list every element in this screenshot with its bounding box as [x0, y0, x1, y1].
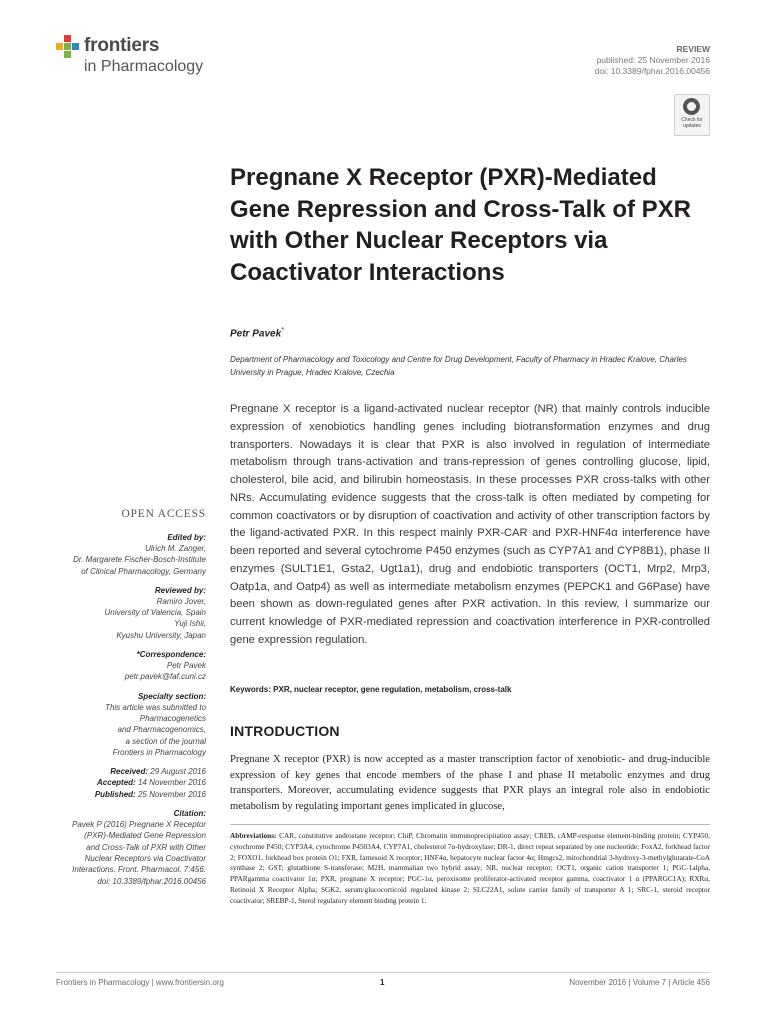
published-date: published: 25 November 2016 [596, 55, 710, 65]
badge-line-2: updates [683, 123, 701, 129]
specialty-heading: Specialty section: [137, 691, 206, 701]
badge-label [675, 117, 709, 129]
author-mark: * [281, 327, 284, 334]
article-type: REVIEW [676, 44, 710, 54]
reviewer-line: University of Valencia, Spain [104, 608, 206, 618]
reviewed-by-heading: Reviewed by: [154, 585, 206, 595]
abbreviations-label: Abbreviations: [230, 831, 277, 840]
brand-name: frontiers [84, 35, 160, 56]
page-number: 1 [380, 978, 385, 987]
journal-logo[interactable] [56, 33, 236, 83]
published-value: 25 November 2016 [137, 789, 206, 799]
citation-line: Nuclear Receptors via Coactivator [84, 853, 206, 863]
specialty-line: Frontiers in Pharmacology [112, 747, 206, 757]
reviewed-by-section [30, 585, 206, 641]
frontiers-logo-icon [56, 35, 82, 63]
author-text: Petr Pavek [230, 328, 282, 340]
specialty-line: a section of the journal [125, 736, 206, 746]
abstract: Pregnane X receptor is a ligand-activated nuclear receptor (NR) that mainly controls inducible expression of xenobiotics handling genes including biotransformation enzymes and drug transporters. Nowadays it is clear that PXR is also involved in regulation of intermediate metabolism through trans-activation and trans-repression of genes controlling glucose, lipid, cholesterol, bile acid, and bilirubin homeostasis. In these processes PXR cross-talks with other NRs. Accumulating evidence suggests that the cross-talk is often mediated by competing for common coactivators or by disruption of coactivation and activity of other transcription factors by the ligand-activated PXR. In this respect mainly PXR-CAR and PXR-HNF4α interference have been reported and several cytochrome P450 enzymes (such as CYP7A1 and CYP8B1), phase II enzymes (SULT1E1, Gsta2, Ugt1a1), drug and endobiotic transporters (OCT1, Mrp2, Mrp3, Oatp1a, and Oatp4) as well as intermediate metabolism enzymes (PEPCK1 and G6Pase) have been shown as down-regulated genes after PXR activation. In this review, I summarize our current knowledge of PXR-mediated repression and coactivation interference in PXR-controlled gene expression regulation. [230, 403, 710, 646]
editor-line: of Clinical Pharmacology, Germany [81, 566, 206, 576]
specialty-section [30, 691, 206, 758]
accepted-value: 14 November 2016 [137, 778, 206, 788]
section-heading-introduction: INTRODUCTION [230, 723, 340, 739]
updates-icon [683, 98, 700, 115]
accepted-date [30, 777, 206, 788]
introduction-paragraph: Pregnane X receptor (PXR) is now accepted as a master transcription factor of xenobiotic- and drug-inducible expression of key genes that encode members of the phase I and phase II metabolic enzymes and drug transporters. Moreover, accumulating evidence suggests that PXR plays an integral role also in endobiotic metabolism by regulating important genes implicated in glucose, [230, 754, 710, 812]
keywords [230, 685, 710, 694]
citation-line: Pavek P (2016) Pregnane X Receptor [71, 820, 206, 830]
abbreviations-text: CAR, constitutive androstane receptor; ChiP, Chromatin immunoprecipitation assay; CREB, cAMP-response element-binding protein; CYP450, cytochrome P450; CYP3A4, cytochrome P4503A4, CYP7A1, cholesterol 7α-hydroxylase; DR-1, direct repeat separated by one nucleotide; FoxA2, forkhead factor 2; FOXO1, forkhead box protein O1; FXR, farnesoid X receptor; HNF4α, hepatocyte nuclear factor 4α; Hmgcs2, mitochondrial 3-hydroxy-3-methylglutarate-CoA synthase 2; GST; glutathione S-transferase; M2H, mammalian two hybrid assay; NR, nuclear receptor; OCT1, organic cation transporter 1; PGC-1alpha, PPARgamma coactivator 1α; PXR, pregnane X receptor; PGC-1α, peroxisome proliferator-activated receptor gamma, coactivator 1 α (PPARGC1A); RXRα, Retinoid X Receptor Alpha; SGK2, serum/glucocorticoid regulated kinase 2; SLC22A1, solute carrier family of transporter A 1; SRC-1, steroid receptor coactivator; SREBP-1, Sterol regulatory element binding protein 1. [230, 831, 710, 905]
edited-by-heading: Edited by: [167, 533, 206, 542]
dates-section [30, 766, 206, 800]
editor-line: Dr. Margarete Fischer-Bosch-Institute [73, 555, 206, 565]
badge-line-1: Check for [681, 117, 703, 123]
received-label: Received: [110, 767, 149, 777]
published-date-sidebar [30, 789, 206, 800]
abbreviations-footnote [230, 831, 710, 907]
editor-line: Ulrich M. Zanger, [145, 544, 206, 553]
specialty-line: This article was submitted to [105, 702, 206, 712]
citation-line: Interactions. Front. Pharmacol. 7:456. [72, 865, 206, 875]
author-affiliation: Department of Pharmacology and Toxicology and Centre for Drug Development, Faculty of Pharmacy in Hradec Kralove, Charles University in Prague, Hradec Kralove, Czechia [230, 355, 687, 377]
keywords-list: PXR, nuclear receptor, gene regulation, metabolism, cross-talk [273, 685, 512, 694]
author-name[interactable] [230, 327, 284, 339]
journal-name: in Pharmacology [84, 58, 204, 75]
correspondence-heading: *Correspondence: [136, 650, 206, 660]
reviewer-line: Kyushu University, Japan [116, 630, 206, 640]
received-value: 29 August 2016 [150, 767, 206, 777]
citation-doi[interactable]: doi: 10.3389/fphar.2016.00456 [97, 876, 206, 886]
published-label: Published: [94, 789, 136, 799]
citation-line: and Cross-Talk of PXR with Other [86, 842, 206, 852]
keywords-label: Keywords: [230, 685, 271, 694]
reviewer-line: Yuji Ishii, [174, 619, 206, 629]
specialty-line: Pharmacogenetics [139, 713, 206, 723]
citation-line: (PXR)-Mediated Gene Repression [84, 831, 206, 841]
article-doi[interactable]: doi: 10.3389/fphar.2016.00456 [594, 66, 710, 76]
article-sidebar [30, 508, 206, 895]
specialty-line: and Pharmacogenomics, [117, 725, 206, 735]
check-for-updates-badge[interactable] [674, 94, 710, 136]
footer-issue-info: November 2016 | Volume 7 | Article 456 [569, 978, 710, 987]
reviewer-line: Ramiro Jover, [156, 596, 206, 606]
footer-divider [56, 972, 710, 973]
correspondence-section [30, 649, 206, 683]
correspondence-email[interactable]: petr.pavek@faf.cuni.cz [124, 672, 206, 682]
accepted-label: Accepted: [97, 778, 136, 788]
correspondence-name: Petr Pavek [166, 661, 206, 671]
received-date [30, 766, 206, 777]
edited-by-section [30, 532, 206, 577]
article-title: Pregnane X Receptor (PXR)-Mediated Gene Repression and Cross-Talk of PXR with Other Nuclear Receptors via Coactivator Interactions [230, 164, 692, 286]
footer-journal-link[interactable]: Frontiers in Pharmacology | www.frontiersin.org [56, 978, 224, 987]
open-access-label: OPEN ACCESS [121, 508, 206, 520]
article-meta [595, 44, 710, 77]
citation-heading: Citation: [173, 809, 206, 819]
citation-section [30, 808, 206, 887]
footnote-divider [230, 824, 710, 825]
